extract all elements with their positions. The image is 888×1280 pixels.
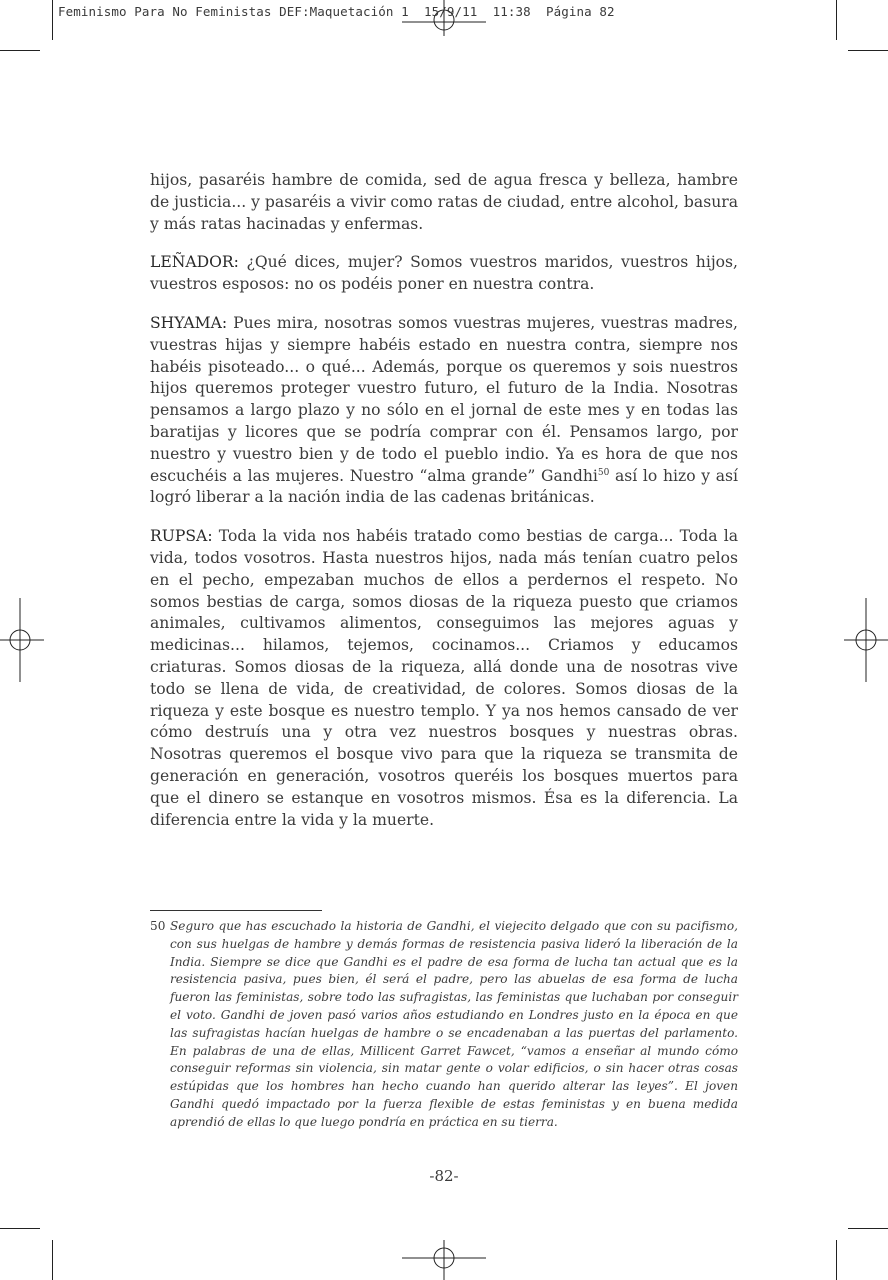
crop-mark: [848, 50, 888, 51]
speaker-name: LEÑADOR:: [150, 253, 239, 272]
paragraph-text: así lo hizo y así logró liberar a la nación india de las cadenas británicas.: [150, 466, 738, 507]
registration-mark-bottom: [402, 1240, 486, 1280]
footnote-divider: [150, 910, 322, 911]
crop-mark: [52, 0, 53, 40]
speaker-name: SHYAMA:: [150, 313, 228, 332]
paragraph-text: hijos, pasaréis hambre de comida, sed de agua fresca y belleza, hambre de justicia... y pasaréis a vivir como ratas de ciudad, entre alcohol, basura y más ratas hacinadas y enfermas.: [150, 171, 739, 233]
footnote-reference[interactable]: 50: [597, 467, 610, 478]
body-text: [150, 170, 738, 848]
crop-mark: [0, 1228, 40, 1229]
footnote: [150, 918, 738, 1132]
paragraph-text: Pues mira, nosotras somos vuestras mujeres, vuestras madres, vuestras hijas y siempre habéis estado en nuestra contra, siempre nos habéis pisoteado... o qué... Además, porque os queremos y sois nuestros hijos queremos proteger vuestro futuro, el futuro de la India. Nosotras pensamos a largo plazo y no sólo en el jornal de este mes y en todas las baratijas y licores que se podría comprar con él. Pensamos largo, por nuestro y vuestro bien y de todo el pueblo indio. Ya es hora de que nos escuchéis a las mujeres. Nuestro “alma grande” Gandhi: [150, 313, 738, 485]
paragraph-text: ¿Qué dices, mujer? Somos vuestros maridos, vuestros hijos, vuestros esposos: no os podéis poner en nuestra contra.: [150, 253, 738, 294]
paragraph: [150, 252, 738, 296]
paragraph: [150, 313, 738, 509]
crop-mark: [52, 1240, 53, 1280]
registration-mark-right: [844, 598, 888, 682]
registration-mark-left: [0, 598, 44, 682]
paragraph: [150, 526, 738, 831]
paragraph-text: Toda la vida nos habéis tratado como bestias de carga... Toda la vida, todos vosotros. Hasta nuestros hijos, nada más tenían cuatro pelos en el pecho, empezaban muchos de ellos a perdernos el respeto. No somos bestias de carga, somos diosas de la riqueza puesto que criamos animales, cultivamos alimentos, conseguimos las mejores aguas y medicinas... hilamos, tejemos, cocinamos... Criamos y educamos criaturas. Somos diosas de la riqueza, allá donde una de nosotras vive todo se llena de vida, de creatividad, de colores. Somos diosas de la riqueza y este bosque es nuestro templo. Y ya nos hemos cansado de ver cómo destruís una y otra vez nuestros bosques y nuestras obras. Nosotras queremos el bosque vivo para que la riqueza se transmita de generación en generación, vosotros queréis los bosques muertos para que el dinero se estanque en vosotros mismos. Ésa es la diferencia. La diferencia entre la vida y la muerte.: [150, 527, 738, 829]
paragraph: [150, 170, 738, 235]
crop-mark: [836, 0, 837, 40]
page-number: -82-: [429, 1167, 459, 1185]
crop-mark: [836, 1240, 837, 1280]
footnote-text: Seguro que has escuchado la historia de Gandhi, el viejecito delgado que con su pacifismo, con sus huelgas de hambre y demás formas de resistencia pasiva lideró la liberación de la India. Siempre se dice que Gandhi es el padre de esa forma de lucha tan actual que es la resistencia pasiva, pues bien, él será el padre, pero las abuelas de esa forma de lucha fueron las feministas, sobre todo las sufragistas, las feministas que luchaban por conseguir el voto. Gandhi de joven pasó varios años estudiando en Londres justo en la época en que las sufragistas hacían huelgas de hambre o se encadenaban a las puertas del parlamento. En palabras de una de ellas, Millicent Garret Fawcet, “vamos a enseñar al mundo cómo conseguir reformas sin violencia, sin matar gente o volar edificios, o sin hacer otras cosas estúpidas que los hombres han hecho cuando han querido alterar las leyes”. El joven Gandhi quedó impactado por la fuerza flexible de estas feministas y en buena medida aprendió de ellas lo que luego pondría en práctica en su tierra.: [170, 919, 738, 1129]
crop-mark: [0, 50, 40, 51]
crop-mark: [848, 1228, 888, 1229]
print-slug-line: Feminismo Para No Feministas DEF:Maquetación 1 15/9/11 11:38 Página 82: [58, 4, 615, 19]
footnote-number: 50: [150, 919, 166, 933]
speaker-name: RUPSA:: [150, 527, 213, 546]
